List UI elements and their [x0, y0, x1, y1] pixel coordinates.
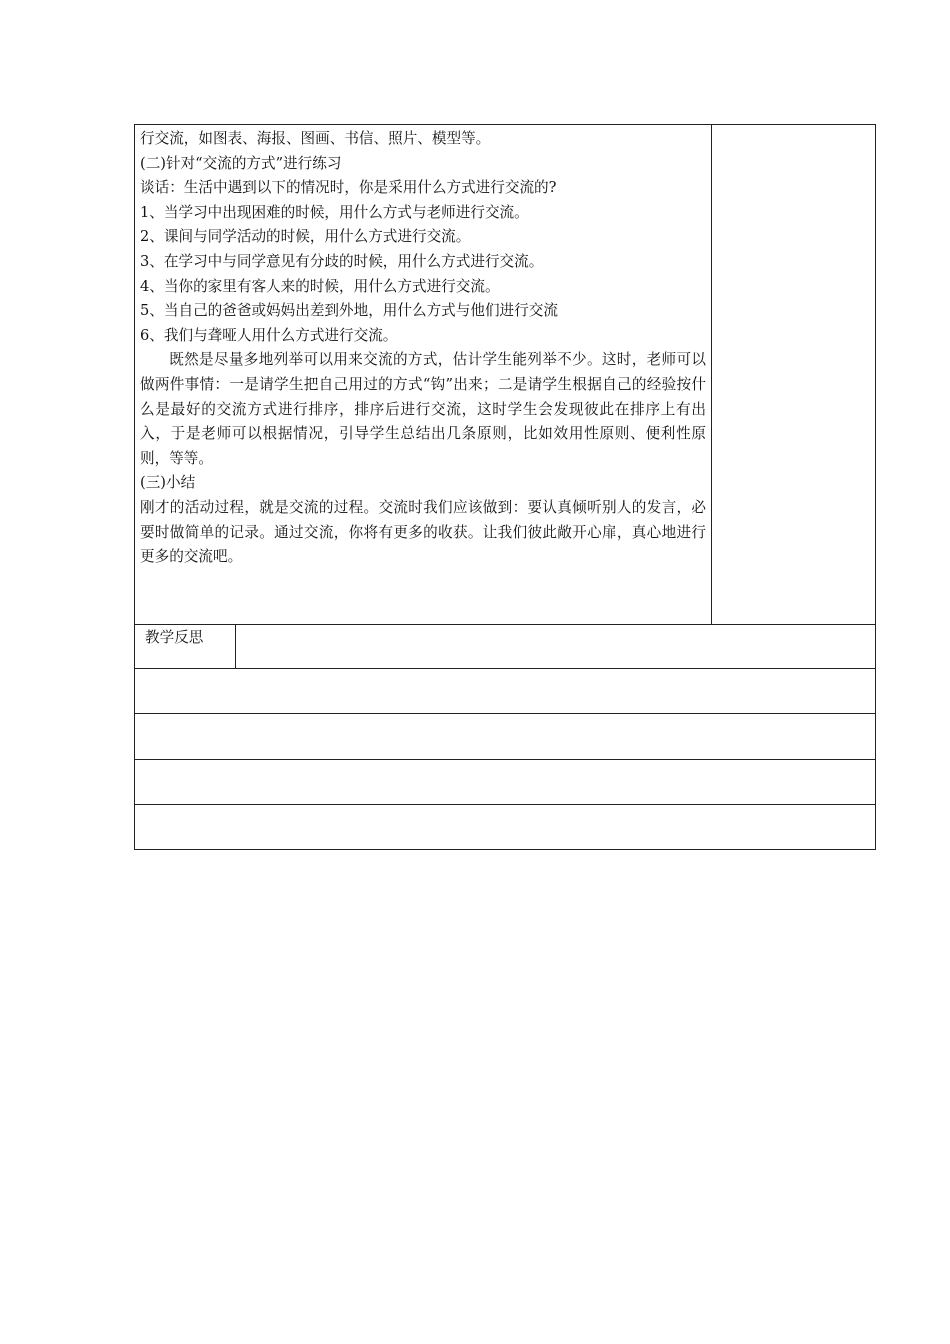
lesson-content — [140, 127, 706, 570]
lesson-plan-table — [134, 124, 876, 850]
list-item: 5、当自己的爸爸或妈妈出差到外地，用什么方式与他们进行交流 — [140, 302, 558, 320]
content-line: 谈话：生活中遇到以下的情况时，你是采用什么方式进行交流的? — [140, 179, 557, 197]
lesson-content-cell — [135, 125, 712, 624]
reflection-row — [135, 805, 875, 849]
section-heading-practice: (二)针对“交流的方式”进行练习 — [140, 154, 342, 172]
list-item: 2、课间与同学活动的时候，用什么方式进行交流。 — [140, 228, 471, 246]
reflection-row — [135, 669, 875, 713]
row-divider — [135, 624, 875, 625]
content-line: 行交流，如图表、海报、图画、书信、照片、模型等。 — [140, 130, 491, 147]
section-heading-summary: (三)小结 — [140, 474, 196, 492]
summary-paragraph: 刚才的活动过程，就是交流的过程。交流时我们应该做到：要认真倾听别人的发言，必要时做简单的记录。通过交流，你将有更多的收获。让我们彼此敞开心扉，真心地进行更多的交流吧。 — [140, 498, 706, 566]
reflection-row — [135, 760, 875, 804]
explanation-paragraph: 既然是尽量多地列举可以用来交流的方式，估计学生能列举不少。这时，老师可以做两件事情：一是请学生把自己用过的方式“钩”出来；二是请学生根据自己的经验按什么是最好的交流方式进行排序，排序后进行交流，这时学生会发现彼此在排序上有出入，于是老师可以根据情况，引导学生总结出几条原则，比如效用性原则、便利性原则，等等。 — [140, 351, 706, 467]
reflection-row — [135, 714, 875, 758]
list-item: 3、在学习中与同学意见有分歧的时候，用什么方式进行交流。 — [140, 252, 544, 270]
list-item: 1、当学习中出现困难的时候，用什么方式与老师进行交流。 — [140, 203, 529, 221]
list-item: 4、当你的家里有客人来的时候，用什么方式进行交流。 — [140, 277, 500, 295]
reflection-label: 教学反思 — [135, 624, 236, 668]
notes-cell — [712, 125, 875, 624]
list-item: 6、我们与聋哑人用什么方式进行交流。 — [140, 326, 398, 344]
